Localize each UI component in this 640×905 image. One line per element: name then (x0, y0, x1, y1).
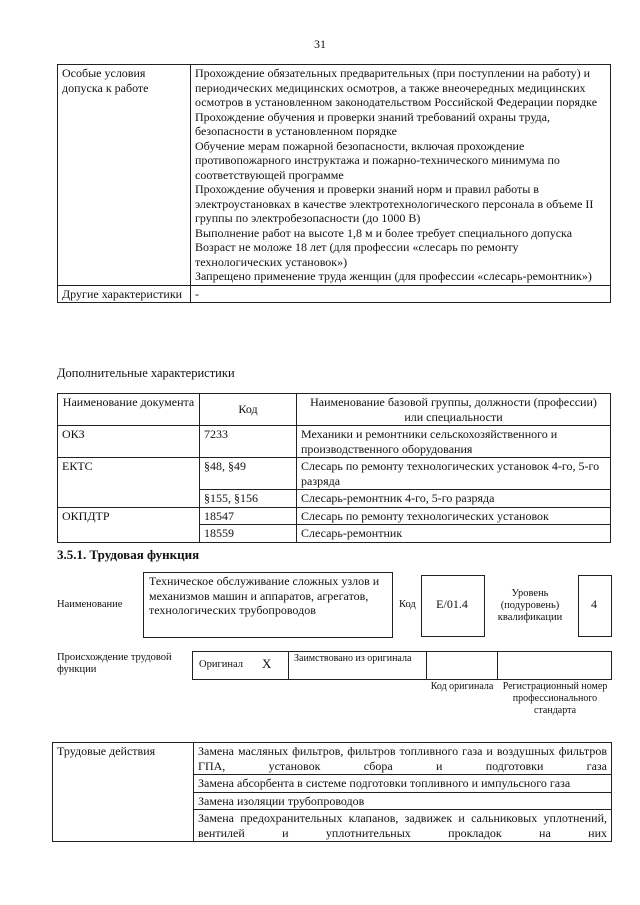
condition-item: Прохождение обучения и проверки знаний норм и правил работы в электроустановках в качестве электротехнологического персонала в объеме II группы по электробезопасности (до 1000 В) (195, 182, 594, 225)
page-number: 31 (314, 37, 326, 51)
table-row (58, 426, 611, 458)
row-label: Особые условия допуска к работе (58, 65, 191, 286)
level-label: Уровень (подуровень) квалификации (497, 588, 563, 623)
table-row (58, 65, 611, 286)
additional-table (57, 393, 611, 543)
condition-item: Прохождение обучения и проверки знаний требований охраны труда, безопасности в установленном порядке (195, 109, 550, 138)
origin-divider (497, 651, 498, 679)
cell-name: Механики и ремонтники сельскохозяйственного и производственного оборудования (297, 426, 611, 458)
original-label: Оригинал (199, 659, 243, 670)
action-item: Замена изоляции трубопроводов (194, 792, 612, 810)
level-value: 4 (591, 597, 597, 611)
cell-code: 18547 (200, 507, 297, 525)
action-item: Замена абсорбента в системе подготовки топливного и импульсного газа (194, 775, 612, 793)
additional-title: Дополнительные характеристики (57, 366, 235, 380)
cell-name: Слесарь-ремонтник (297, 525, 611, 543)
table-row (58, 458, 611, 490)
column-header: Код (200, 394, 297, 426)
actions-table (52, 742, 612, 842)
actions-label: Трудовые действия (53, 743, 194, 842)
row-value: - (191, 285, 611, 303)
condition-item: Возраст не моложе 18 лет (для профессии «слесарь по ремонту технологических установок») (195, 240, 519, 269)
row-label: Другие характеристики (58, 285, 191, 303)
cell-doc: ОКЗ (58, 426, 200, 458)
condition-item: Выполнение работ на высоте 1,8 м и более требует специального допуска (195, 225, 573, 240)
cell-code: §155, §156 (200, 490, 297, 508)
condition-item: Обучение мерам пожарной безопасности, включая прохождение противопожарного инструктажа и пожарно-технического минимума по соответствующей программе (195, 138, 560, 182)
column-header: Наименование документа (58, 394, 200, 426)
cell-name: Слесарь по ремонту технологических установок 4-го, 5-го разряда (297, 458, 611, 490)
function-name-label: Наименование (57, 599, 123, 610)
function-code-value: E/01.4 (436, 597, 468, 611)
table-row (58, 285, 611, 303)
origin-divider (426, 651, 427, 679)
cell-name: Слесарь по ремонту технологических установок (297, 507, 611, 525)
column-header: Наименование базовой группы, должности (профессии) или специальности (297, 394, 611, 426)
function-name-value: Техническое обслуживание сложных узлов и механизмов машин и аппаратов, агрегатов, технологических трубопроводов (149, 574, 380, 617)
origin-divider (288, 651, 289, 679)
cell-doc: ОКПДТР (58, 507, 200, 542)
cell-doc: ЕКТС (58, 458, 200, 508)
section-title: 3.5.1. Трудовая функция (57, 547, 200, 562)
function-code-label: Код (399, 599, 416, 610)
condition-item: Запрещено применение труда женщин (для профессии «слесарь-ремонтник») (195, 269, 592, 283)
table-header-row (58, 394, 611, 426)
table-row (58, 507, 611, 525)
origin-label: Происхождение трудовой функции (57, 652, 172, 675)
row-value (191, 65, 611, 286)
action-item: Замена предохранительных клапанов, задвижек и сальниковых уплотнений, вентилей и уплотнительных прокладок на них (194, 810, 612, 842)
code-caption: Код оригинала (430, 681, 494, 692)
original-mark: X (262, 656, 272, 671)
cell-code: §48, §49 (200, 458, 297, 490)
cell-code: 7233 (200, 426, 297, 458)
borrowed-label: Заимствовано из оригинала (294, 653, 412, 664)
cell-code: 18559 (200, 525, 297, 543)
table-row (53, 743, 612, 775)
cell-name: Слесарь-ремонтник 4-го, 5-го разряда (297, 490, 611, 508)
condition-item: Прохождение обязательных предварительных (при поступлении на работу) и периодических медицинских осмотров, а также внеочередных медицинских осмотров в установленном законодательством Российской Федерации порядке (195, 66, 598, 109)
reg-caption: Регистрационный номер профессионального стандарта (502, 681, 608, 716)
conditions-table (57, 64, 611, 303)
action-item: Замена масляных фильтров, фильтров топливного газа и воздушных фильтров ГПА, установок сбора и подготовки газа (194, 743, 612, 775)
